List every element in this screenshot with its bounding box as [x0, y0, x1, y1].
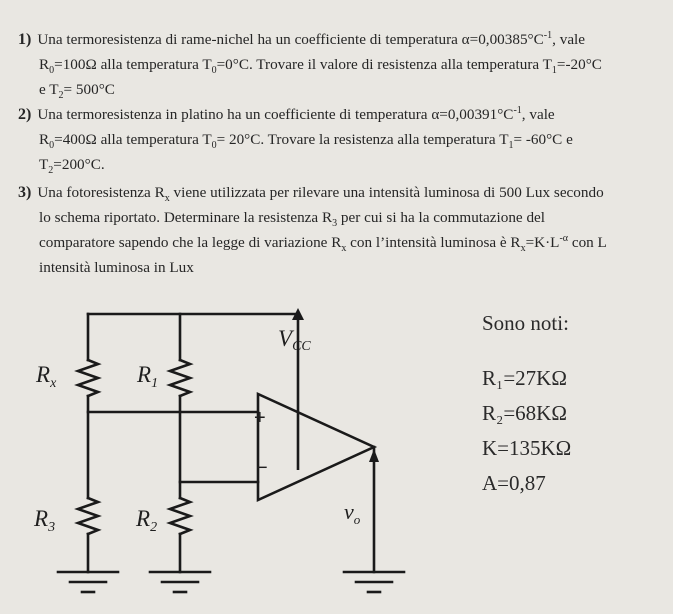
exponent: -1: [543, 29, 553, 41]
problem-text: con l’intensità luminosa è R: [346, 234, 521, 251]
problem-text: lo schema riportato. Determinare la resistenza R: [39, 209, 333, 226]
exponent: -1: [513, 104, 522, 116]
known-values-title: Sono noti:: [482, 311, 569, 335]
subscript: x: [341, 243, 347, 255]
known-value-a: A=0,87: [482, 471, 546, 495]
label-r2: $R_2$: [136, 506, 158, 535]
problem-text: =400Ω alla temperatura T: [54, 131, 212, 148]
label-plus: +: [254, 407, 266, 429]
problem-text: =0°C. Trovare il valore di resistenza alla temperatura T: [216, 56, 552, 73]
problem-text: viene utilizzata per rilevare una intensità luminosa di 500 Lux secondo: [169, 184, 604, 201]
label-r1: $R_1$: [137, 362, 159, 391]
comparator-opamp: [258, 394, 374, 500]
label-vcc: VCC: [278, 326, 311, 354]
known-value-r2: R₂=68KΩ: [482, 401, 567, 425]
subscript: 0: [49, 140, 55, 152]
label-minus: −: [256, 457, 268, 479]
subscript: 2: [48, 165, 54, 177]
problem-text: , vale: [552, 31, 586, 48]
label-rx: $R_x$: [36, 362, 57, 391]
subscript: 2: [58, 90, 64, 102]
problem-text: , vale: [521, 106, 555, 123]
problem-text: = -60°C e: [513, 131, 573, 148]
resistor-rx: [78, 360, 98, 396]
exponent: -α: [559, 232, 569, 244]
resistor-r1: [170, 360, 190, 396]
arrow-icon: [369, 449, 379, 462]
problem-text: Una termoresistenza di rame-nichel ha un coefficiente di temperatura α=0,00385°C: [37, 31, 544, 48]
subscript: 0: [211, 65, 217, 77]
subscript: 1: [508, 140, 514, 152]
subscript: 1: [551, 65, 557, 77]
subscript: 3: [332, 218, 338, 230]
subscript: 0: [49, 65, 55, 77]
label-r3: $R_3$: [34, 506, 56, 535]
problem-text: R: [39, 131, 50, 148]
ground-symbol: [344, 572, 404, 592]
problem-text: =K·L: [525, 234, 560, 251]
subscript: x: [164, 193, 170, 205]
problem-text: Una fotoresistenza R: [37, 184, 165, 201]
problem-text: = 20°C. Trovare la resistenza alla temperatura T: [216, 131, 509, 148]
problem-text: e T: [39, 81, 59, 98]
ground-symbol: [150, 572, 210, 592]
problem-number: 1): [18, 31, 32, 48]
problem-text: T: [39, 156, 49, 173]
problem-text: intensità luminosa in Lux: [39, 259, 194, 276]
label-vo: $v_o$: [344, 499, 361, 527]
problem-number: 2): [18, 106, 32, 123]
known-values: [482, 306, 571, 501]
subscript: x: [520, 243, 526, 255]
ground-symbol: [58, 572, 118, 592]
subscript: 0: [211, 140, 217, 152]
resistor-r3: [78, 498, 98, 534]
problem-text: R: [39, 56, 50, 73]
problem-text: =100Ω alla temperatura T: [54, 56, 212, 73]
problem-text: con L: [568, 234, 607, 251]
problem-text: =200°C.: [53, 156, 105, 173]
problem-text: = 500°C: [63, 81, 115, 98]
problem-text: per cui si ha la commutazione del: [337, 209, 546, 226]
resistor-r2: [170, 498, 190, 534]
problem-text: =-20°C: [556, 56, 602, 73]
known-value-k: K=135KΩ: [482, 436, 572, 460]
known-value-r1: R₁=27KΩ: [482, 366, 567, 390]
problem-text: comparatore sapendo che la legge di variazione R: [39, 234, 342, 251]
problem-number: 3): [18, 184, 32, 201]
problem-text: Una termoresistenza in platino ha un coefficiente di temperatura α=0,00391°C: [37, 106, 514, 123]
